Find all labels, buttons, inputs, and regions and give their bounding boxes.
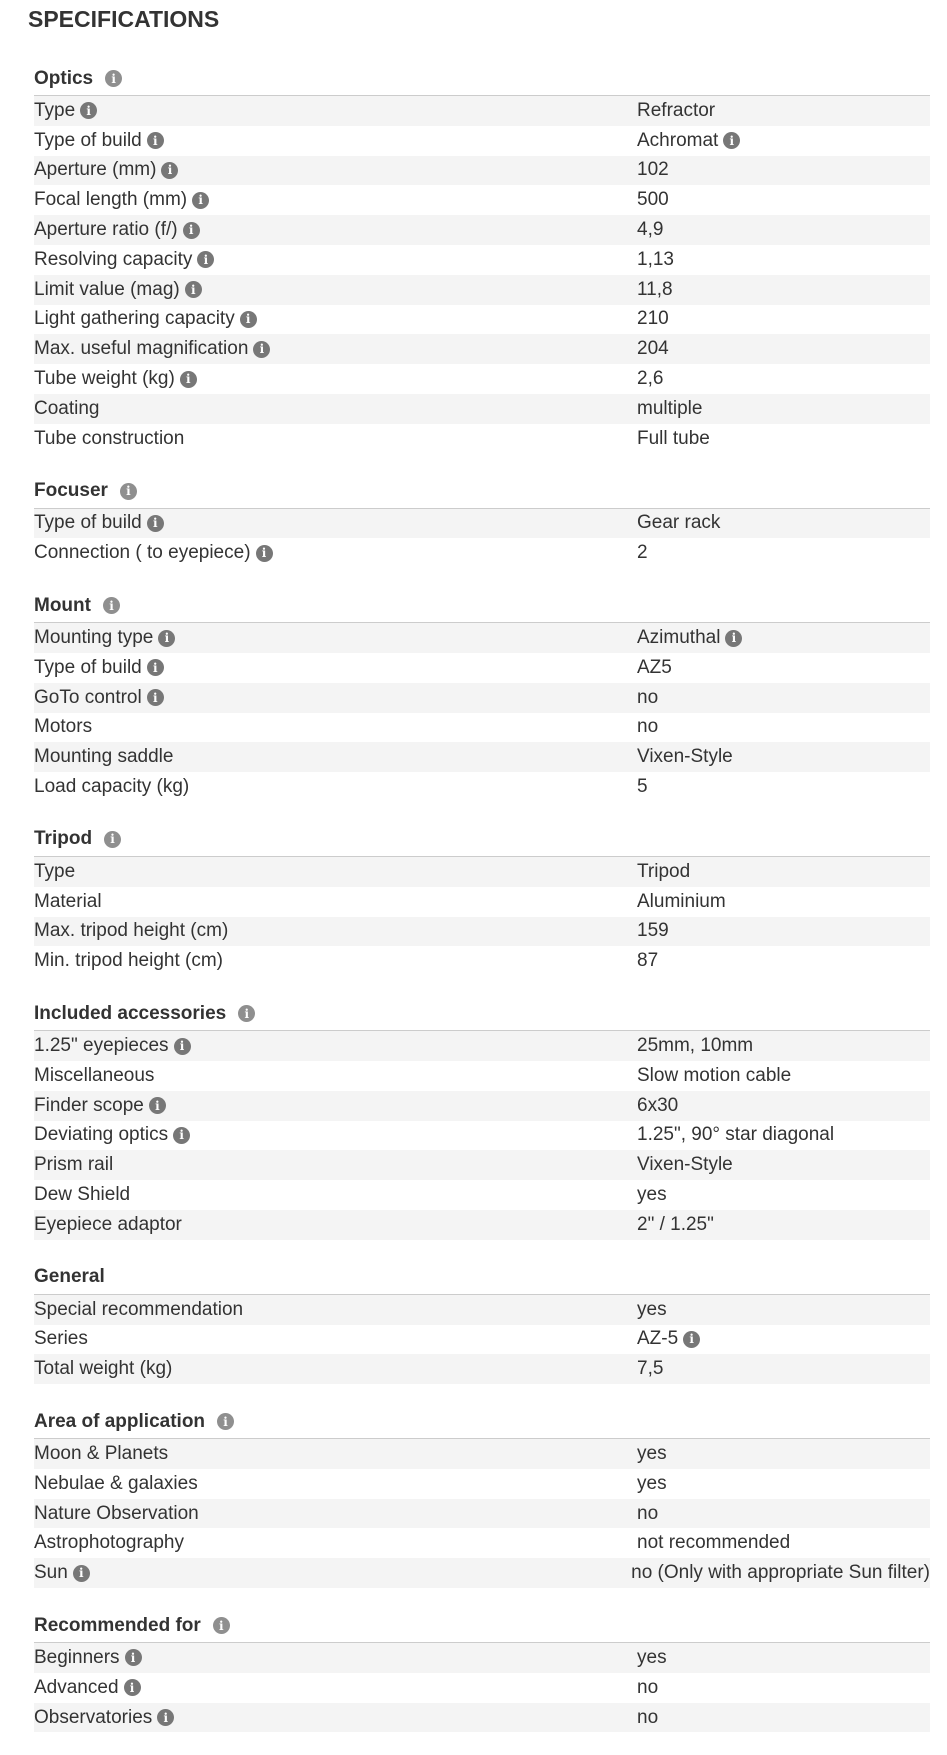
spec-label: GoTo control: [34, 686, 142, 708]
spec-row: [34, 1295, 930, 1325]
spec-row: [34, 623, 930, 653]
spec-row: [34, 334, 930, 364]
info-icon[interactable]: i: [105, 70, 122, 87]
spec-label-cell: [34, 1184, 637, 1206]
spec-label: Focal length (mm): [34, 189, 188, 211]
spec-label: Limit value (mag): [34, 278, 180, 300]
info-icon[interactable]: i: [213, 1617, 230, 1634]
spec-value: Aluminium: [637, 890, 726, 912]
spec-row: [34, 215, 930, 245]
spec-label-cell: [34, 657, 637, 679]
spec-label: Tube construction: [34, 427, 185, 449]
spec-value-cell: [637, 428, 710, 450]
spec-value: yes: [637, 1472, 667, 1494]
spec-row: [34, 156, 930, 186]
spec-label: Min. tripod height (cm): [34, 950, 224, 972]
spec-label-cell: [34, 861, 637, 883]
section-header: [34, 475, 930, 509]
spec-label-cell: [34, 189, 637, 211]
spec-label-cell: [34, 512, 637, 534]
spec-label-cell: [34, 1677, 637, 1699]
spec-label: Motors: [34, 716, 93, 738]
spec-label: Mounting saddle: [34, 746, 174, 768]
spec-value: Gear rack: [637, 512, 721, 534]
spec-label-cell: [34, 1562, 631, 1584]
spec-row: [34, 653, 930, 683]
info-icon[interactable]: i: [725, 630, 742, 647]
section-title: General: [34, 1266, 105, 1288]
spec-value-cell: [637, 1095, 678, 1117]
spec-label-cell: [34, 920, 637, 942]
spec-label: Max. tripod height (cm): [34, 920, 229, 942]
spec-value: 204: [637, 338, 669, 360]
spec-value: Slow motion cable: [637, 1064, 792, 1086]
spec-label: Type: [34, 99, 76, 121]
spec-rows: [34, 96, 930, 454]
spec-label: Sun: [34, 1562, 68, 1584]
spec-label: Aperture ratio (f/): [34, 219, 178, 241]
spec-value-cell: [637, 308, 669, 330]
spec-row: [34, 424, 930, 454]
spec-value-cell: [637, 1214, 714, 1236]
section-title: Optics: [34, 67, 94, 89]
spec-row: [34, 509, 930, 539]
spec-label-cell: [34, 716, 637, 738]
info-icon[interactable]: i: [256, 545, 273, 562]
info-icon[interactable]: i: [192, 192, 209, 209]
spec-label: Nature Observation: [34, 1502, 199, 1524]
spec-rows: [34, 1439, 930, 1588]
spec-label: Total weight (kg): [34, 1358, 173, 1380]
spec-label: Tube weight (kg): [34, 368, 175, 390]
spec-row: [34, 946, 930, 976]
spec-value-cell: [637, 542, 648, 564]
spec-value-cell: [637, 657, 672, 679]
spec-value-cell: [637, 1532, 790, 1554]
spec-label-cell: [34, 627, 637, 649]
spec-value-cell: [637, 279, 673, 301]
spec-row: [34, 1150, 930, 1180]
spec-value: Vixen-Style: [637, 746, 733, 768]
spec-row: [34, 887, 930, 917]
spec-value: 25mm, 10mm: [637, 1035, 754, 1057]
spec-value-cell: [637, 189, 669, 211]
spec-value: not recommended: [637, 1532, 791, 1554]
spec-value-cell: [637, 338, 669, 360]
spec-label: Beginners: [34, 1646, 120, 1668]
info-icon[interactable]: i: [683, 1331, 700, 1348]
section-title: Recommended for: [34, 1614, 201, 1636]
section-title: Included accessories: [34, 1002, 227, 1024]
spec-label-cell: [34, 219, 637, 241]
spec-value-cell: [637, 159, 669, 181]
spec-value-cell: [637, 920, 669, 942]
spec-value: 7,5: [637, 1358, 664, 1380]
info-icon[interactable]: i: [149, 1097, 166, 1114]
spec-label-cell: [34, 1065, 637, 1087]
spec-label-cell: [34, 1154, 637, 1176]
spec-label: Advanced: [34, 1676, 119, 1698]
section-title: Focuser: [34, 480, 108, 502]
spec-value: 87: [637, 950, 659, 972]
spec-value: yes: [637, 1442, 667, 1464]
spec-label: Dew Shield: [34, 1184, 131, 1205]
spec-row: [34, 394, 930, 424]
spec-label-cell: [34, 891, 637, 913]
info-icon[interactable]: i: [80, 102, 97, 119]
spec-value: no: [637, 1502, 659, 1524]
spec-value-cell: [637, 861, 690, 883]
spec-value: 2: [637, 542, 648, 564]
spec-label-cell: [34, 1358, 637, 1380]
spec-row: [34, 275, 930, 305]
spec-label: Type of build: [34, 129, 142, 151]
section-general: [34, 1261, 930, 1384]
spec-row: [34, 1469, 930, 1499]
spec-label-cell: [34, 398, 637, 420]
spec-value-cell: [637, 1154, 733, 1176]
spec-value-cell: [637, 1677, 658, 1699]
spec-label-cell: [34, 428, 637, 450]
info-icon[interactable]: i: [147, 659, 164, 676]
spec-value: Full tube: [637, 427, 710, 449]
spec-row: [34, 917, 930, 947]
spec-label: Connection ( to eyepiece): [34, 542, 251, 564]
spec-value-cell: [637, 776, 648, 798]
spec-value-cell: [637, 627, 742, 649]
info-icon[interactable]: i: [73, 1565, 90, 1582]
info-icon[interactable]: i: [253, 341, 270, 358]
spec-row: [34, 1121, 930, 1151]
spec-rows: [34, 509, 930, 569]
spec-label-cell: [34, 1473, 637, 1495]
spec-value: 11,8: [637, 278, 673, 300]
spec-value-cell: [637, 1358, 663, 1380]
spec-value-cell: [637, 1035, 753, 1057]
spec-label: Observatories: [34, 1706, 153, 1728]
spec-label: Prism rail: [34, 1154, 114, 1176]
section-focuser: [34, 475, 930, 569]
spec-row: [34, 772, 930, 802]
spec-value-cell: [637, 1473, 667, 1495]
spec-label-cell: [34, 746, 637, 768]
specifications-list: [34, 62, 930, 1753]
info-icon[interactable]: i: [120, 483, 137, 500]
section-included-accessories: [34, 997, 930, 1240]
spec-label-cell: [34, 1124, 637, 1146]
spec-value-cell: [637, 1065, 791, 1087]
spec-row: [34, 1325, 930, 1355]
spec-rows: [34, 1031, 930, 1240]
spec-value: AZ-5: [637, 1328, 679, 1350]
info-icon[interactable]: i: [103, 597, 120, 614]
spec-value: 6x30: [637, 1094, 679, 1116]
spec-value-cell: [637, 1647, 667, 1669]
section-title: Mount: [34, 594, 91, 616]
spec-value-cell: [637, 1328, 700, 1350]
spec-row: [34, 126, 930, 156]
spec-value: yes: [637, 1184, 667, 1205]
spec-value-cell: [637, 1707, 658, 1729]
spec-value-cell: [637, 1184, 667, 1206]
spec-label-cell: [34, 1214, 637, 1236]
spec-label: Type of build: [34, 656, 142, 678]
spec-value-cell: [637, 249, 674, 271]
spec-value-cell: [637, 891, 726, 913]
spec-value: Tripod: [637, 860, 691, 882]
spec-value: no: [637, 1676, 659, 1698]
section-title: Area of application: [34, 1410, 206, 1432]
spec-label-cell: [34, 100, 637, 122]
spec-value: 210: [637, 308, 669, 330]
spec-label-cell: [34, 687, 637, 709]
spec-label: Eyepiece adaptor: [34, 1213, 182, 1235]
spec-row: [34, 96, 930, 126]
info-icon[interactable]: i: [180, 371, 197, 388]
spec-row: [34, 538, 930, 568]
section-header: [34, 1405, 930, 1439]
section-header: [34, 1261, 930, 1295]
spec-row: [34, 742, 930, 772]
spec-label: Resolving capacity: [34, 248, 193, 270]
spec-row: [34, 1354, 930, 1384]
spec-row: [34, 1061, 930, 1091]
info-icon[interactable]: i: [161, 162, 178, 179]
info-icon[interactable]: i: [723, 132, 740, 149]
spec-label: Aperture (mm): [34, 159, 157, 181]
spec-label: Series: [34, 1328, 88, 1350]
spec-value-cell: [637, 1503, 658, 1525]
info-icon[interactable]: i: [147, 689, 164, 706]
spec-label-cell: [34, 1707, 637, 1729]
spec-label-cell: [34, 1095, 637, 1117]
spec-row: [34, 1031, 930, 1061]
spec-rows: [34, 857, 930, 976]
spec-row: [34, 1180, 930, 1210]
info-icon[interactable]: i: [147, 515, 164, 532]
spec-rows: [34, 1295, 930, 1384]
spec-label-cell: [34, 1035, 637, 1057]
info-icon[interactable]: i: [185, 281, 202, 298]
info-icon[interactable]: i: [124, 1679, 141, 1696]
spec-label-cell: [34, 308, 637, 330]
spec-value: yes: [637, 1298, 667, 1320]
spec-row: [34, 364, 930, 394]
section-tripod: [34, 823, 930, 976]
spec-label: 1.25" eyepieces: [34, 1035, 169, 1057]
spec-value: no: [637, 1706, 659, 1728]
spec-row: [34, 1528, 930, 1558]
info-icon[interactable]: i: [157, 1709, 174, 1726]
spec-row: [34, 185, 930, 215]
section-optics: [34, 62, 930, 454]
info-icon[interactable]: i: [125, 1649, 142, 1666]
spec-row: [34, 713, 930, 743]
spec-label: Astrophotography: [34, 1532, 184, 1554]
spec-value: yes: [637, 1646, 667, 1668]
spec-label-cell: [34, 950, 637, 972]
spec-value: Azimuthal: [637, 627, 721, 649]
info-icon[interactable]: i: [238, 1005, 255, 1022]
spec-row: [34, 1703, 930, 1733]
spec-row: [34, 305, 930, 335]
spec-value-cell: [637, 1443, 667, 1465]
spec-label-cell: [34, 1532, 637, 1554]
spec-row: [34, 857, 930, 887]
spec-value-cell: [637, 219, 663, 241]
spec-value-cell: [637, 512, 720, 534]
spec-label-cell: [34, 1328, 637, 1350]
spec-value: 1.25", 90° star diagonal: [637, 1124, 835, 1146]
spec-value: multiple: [637, 397, 703, 419]
info-icon[interactable]: i: [217, 1413, 234, 1430]
section-header: [34, 589, 930, 623]
spec-label-cell: [34, 542, 637, 564]
spec-value-cell: [637, 398, 702, 420]
info-icon[interactable]: i: [240, 311, 257, 328]
spec-label: Coating: [34, 397, 100, 419]
spec-value-cell: [637, 950, 658, 972]
spec-row: [34, 245, 930, 275]
spec-row: [34, 1673, 930, 1703]
spec-value-cell: [637, 716, 658, 738]
spec-label-cell: [34, 279, 637, 301]
spec-value-cell: [637, 687, 658, 709]
spec-value-cell: [637, 100, 715, 122]
spec-value: Vixen-Style: [637, 1154, 733, 1176]
spec-label-cell: [34, 159, 637, 181]
spec-value: 1,13: [637, 248, 674, 270]
spec-label: Mounting type: [34, 627, 154, 649]
spec-label-cell: [34, 130, 637, 152]
spec-row: [34, 1499, 930, 1529]
spec-label-cell: [34, 249, 637, 271]
spec-value: 500: [637, 189, 669, 211]
spec-label: Finder scope: [34, 1094, 144, 1116]
section-header: [34, 62, 930, 96]
spec-label: Nebulae & galaxies: [34, 1472, 198, 1494]
spec-value: 2" / 1.25": [637, 1213, 714, 1235]
spec-value: 159: [637, 920, 669, 942]
info-icon[interactable]: i: [147, 132, 164, 149]
spec-label-cell: [34, 1299, 637, 1321]
spec-row: [34, 1091, 930, 1121]
spec-value-cell: [637, 130, 740, 152]
info-icon[interactable]: i: [197, 251, 214, 268]
spec-value-cell: [637, 1124, 834, 1146]
spec-label: Load capacity (kg): [34, 776, 190, 798]
section-header: [34, 997, 930, 1031]
section-recommended-for: [34, 1609, 930, 1732]
spec-value: no: [637, 686, 659, 708]
spec-label-cell: [34, 338, 637, 360]
info-icon[interactable]: i: [183, 222, 200, 239]
info-icon[interactable]: i: [174, 1038, 191, 1055]
section-header: [34, 1609, 930, 1643]
section-title: Tripod: [34, 828, 93, 850]
spec-value: 102: [637, 159, 669, 181]
spec-label-cell: [34, 1647, 637, 1669]
info-icon[interactable]: i: [158, 630, 175, 647]
spec-label: Special recommendation: [34, 1298, 244, 1320]
spec-label-cell: [34, 776, 637, 798]
spec-value: Refractor: [637, 99, 716, 121]
page-title: SPECIFICATIONS: [28, 6, 220, 32]
spec-row: [34, 1558, 930, 1588]
spec-value-cell: [637, 746, 733, 768]
spec-value-cell: [631, 1562, 930, 1584]
spec-label: Max. useful magnification: [34, 338, 249, 360]
spec-value: no (Only with appropriate Sun filter): [631, 1562, 930, 1584]
spec-label-cell: [34, 368, 637, 390]
spec-row: [34, 1210, 930, 1240]
spec-row: [34, 1439, 930, 1469]
spec-value: AZ5: [637, 656, 672, 678]
spec-label: Type: [34, 860, 76, 882]
spec-label: Light gathering capacity: [34, 308, 235, 330]
spec-label: Material: [34, 890, 102, 912]
spec-rows: [34, 1643, 930, 1732]
spec-value: Achromat: [637, 129, 719, 151]
spec-value: 5: [637, 776, 648, 798]
spec-label-cell: [34, 1443, 637, 1465]
spec-value-cell: [637, 1299, 667, 1321]
spec-value: 4,9: [637, 219, 664, 241]
spec-value: 2,6: [637, 368, 664, 390]
info-icon[interactable]: i: [173, 1127, 190, 1144]
spec-row: [34, 683, 930, 713]
spec-label: Type of build: [34, 512, 142, 534]
spec-label-cell: [34, 1503, 637, 1525]
spec-label: Miscellaneous: [34, 1064, 155, 1086]
section-area-of-application: [34, 1405, 930, 1588]
spec-rows: [34, 623, 930, 802]
spec-label: Moon & Planets: [34, 1442, 169, 1464]
spec-row: [34, 1643, 930, 1673]
spec-value: no: [637, 716, 659, 738]
spec-label: Deviating optics: [34, 1124, 169, 1146]
info-icon[interactable]: i: [104, 831, 121, 848]
section-mount: [34, 589, 930, 802]
spec-value-cell: [637, 368, 663, 390]
section-header: [34, 823, 930, 857]
